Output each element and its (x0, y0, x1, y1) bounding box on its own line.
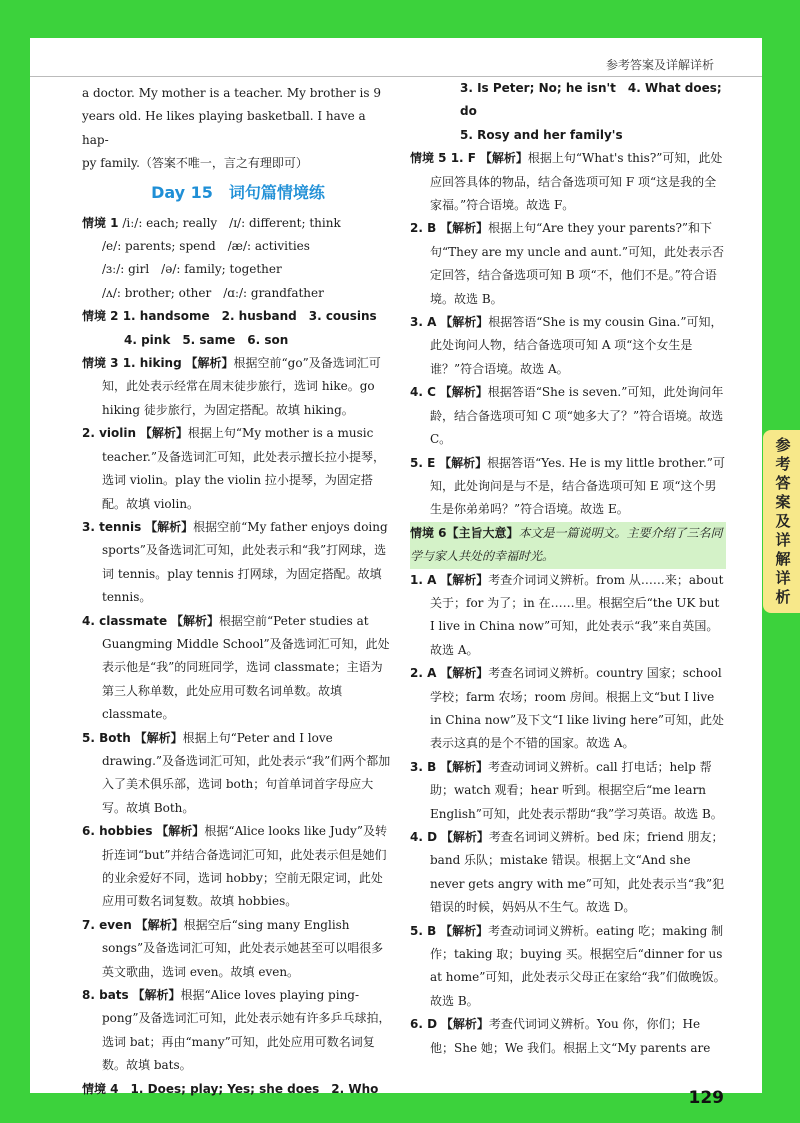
phonetic-line: /e/: parents; spend /æ/: activities (102, 239, 310, 254)
answer-item (410, 920, 726, 1014)
item-answer: F (463, 151, 476, 166)
scenario-3 (82, 352, 394, 1078)
analysis-tag: 【解析】 (479, 151, 528, 166)
analysis-text: 考查名词词义辨析。bed 床；friend 朋友；band 乐队；mistake 错误。根据上文“And she never gets angry with me”可知，此处表示当“我”犯错误的时候，妈妈从不生气。故选 D。 (430, 830, 725, 915)
answer-item (410, 826, 726, 920)
intro-paragraph (82, 82, 394, 176)
scenario-6 (410, 569, 726, 1061)
item-answer: D (422, 830, 438, 844)
intro-line: a doctor. My mother is a teacher. My brother is 9 (82, 86, 382, 100)
answer-line: 5. Rosy and her family's (460, 127, 623, 142)
item-number: 5. (410, 455, 423, 470)
item-answer: C (422, 385, 436, 400)
answer-line: 4. pink 5. same 6. son (124, 332, 289, 347)
analysis-text: 根据上句“What's this?”可知，此处应回答具体的物品，结合备选项可知 F 项“这是我的全家福。”符合语境。故选 F。 (430, 151, 723, 213)
item-number: 5. (82, 730, 95, 745)
scenario-5 (410, 147, 726, 522)
side-tab-char: 解 (775, 550, 791, 568)
intro-line: py family.（答案不唯一，言之有理即可） (82, 156, 308, 171)
intro-line: years old. He likes playing basketball. I have a hap- (82, 109, 366, 147)
section-side-tab (763, 430, 800, 613)
answer-item (82, 516, 394, 610)
side-tab-char: 案 (775, 493, 791, 511)
answer-item (410, 569, 726, 663)
analysis-text: 根据答语“She is seven.”可知，此处询问年龄，结合备选项可知 C 项“她多大了？”符合语境。故选 C。 (430, 385, 724, 447)
item-number: 6. (410, 1017, 423, 1032)
analysis-tag: 【解析】 (440, 830, 489, 844)
item-answer: hiking (135, 356, 182, 371)
item-answer: bats (94, 988, 129, 1003)
analysis-tag: 【解析】 (156, 824, 205, 839)
answer-line: 1. handsome 2. husband 3. cousins (118, 309, 377, 324)
phonetic-line: /iː/: each; really /ɪ/: different; think (118, 215, 341, 230)
answer-item (82, 727, 394, 821)
answer-item (82, 610, 394, 727)
main-idea-text: 本文是一篇说明文。主要介绍了三名同学与家人共处的幸福时光。 (410, 525, 723, 564)
analysis-text: 考查名词词义辨析。country 国家；school 学校；farm 农场；room 房间。根据上文“but I live in China now”及下文“I like living here”可知，此处表示这真的是个不错的国家。故选 A。 (430, 666, 725, 751)
analysis-text: 根据答语“She is my cousin Gina.”可知，此处询问人物，结合备选项可知 A 项“这个女生是谁？”符合语境。故选 A。 (430, 315, 723, 376)
analysis-text: 考查代词词义辨析。You 你，你们；He 他；She 她；We 我们。根据上文“My parents are (430, 1017, 711, 1055)
analysis-tag: 【解析】 (440, 572, 489, 587)
item-answer: B (422, 923, 437, 938)
item-number: 3. (410, 759, 423, 774)
answer-line: 1. Does; play; Yes; she does 2. Who (118, 1081, 379, 1096)
item-number: 3. (410, 315, 423, 330)
page-header-title: 参考答案及详解详析 (605, 58, 714, 72)
item-answer: tennis (94, 519, 142, 534)
item-answer: classmate (94, 613, 168, 628)
side-tab-char: 参 (775, 436, 791, 454)
analysis-tag: 【解析】 (440, 923, 489, 938)
item-number: 4. (410, 830, 423, 844)
analysis-text: 根据“Alice loves playing ping-pong”及备选词汇可知，此处表示她有许多乒乓球拍，选词 bat；再由“many”可知，此处应用可数名词复数。故填 bats。 (102, 988, 391, 1073)
analysis-tag: 【解析】 (185, 356, 234, 371)
analysis-text: 根据空后“sing many English songs”及备选词汇可知，此处表示她甚至可以唱很多英文歌曲，选词 even。故填 even。 (102, 917, 384, 979)
answer-item (82, 914, 394, 984)
scenario-label: 情境 5 (410, 151, 447, 166)
analysis-tag: 【解析】 (134, 730, 183, 745)
answer-item (410, 147, 726, 217)
item-number: 1. (446, 151, 464, 166)
analysis-tag: 【解析】 (440, 315, 489, 330)
item-number: 1. (410, 572, 423, 587)
item-number: 5. (410, 923, 423, 938)
analysis-text: 根据答语“Yes. He is my little brother.”可知，此处询问是与不是，结合备选项可知 E 项“这个男生是你弟弟吗？”符合语境。故选 E。 (430, 455, 725, 517)
side-tab-char: 考 (775, 455, 791, 473)
item-answer: D (422, 1017, 438, 1032)
scenario-4-start (82, 1078, 394, 1101)
side-tab-char: 答 (775, 474, 791, 492)
side-tab-char: 析 (775, 588, 791, 606)
right-column (410, 77, 726, 1060)
main-idea-tag: 【主旨大意】 (446, 525, 519, 540)
phonetic-line: /ʌ/: brother; other /ɑː/: grandfather (102, 285, 324, 300)
analysis-text: 考查动词词义辨析。eating 吃；making 制作；taking 取；buying 买。根据空后“dinner for us at home”可知，此处表示父母正在家给“我”们做晚饭。故选 B。 (430, 923, 726, 1008)
analysis-text: 根据空前“go”及备选词汇可知，此处表示经常在周末徒步旅行，选词 hike。go hiking 徒步旅行，为固定搭配。故填 hiking。 (102, 356, 381, 417)
analysis-tag: 【解析】 (171, 613, 220, 628)
analysis-text: 根据空前“Peter studies at Guangming Middle School”及备选词汇可知，此处表示他是“我”的同班同学，选词 classmate；主语为第三人称单数，此处应用可数名词单数。故填 classmate。 (102, 613, 390, 722)
answer-item (410, 756, 726, 826)
analysis-tag: 【解析】 (145, 519, 194, 534)
scenario-label: 情境 3 (82, 356, 119, 371)
answer-item (410, 381, 726, 451)
item-number: 1. (118, 356, 136, 371)
analysis-text: 根据上句“My mother is a music teacher.”及备选词汇可知，此处表示擅长拉小提琴，选词 violin。play the violin 拉小提琴，为固定搭配。故填 violin。 (102, 426, 385, 511)
left-column (82, 82, 394, 1101)
item-answer: A (422, 572, 437, 587)
answer-line: 3. Is Peter; No; he isn't 4. What does; do (460, 81, 722, 119)
scenario-6-summary (410, 522, 726, 569)
answer-item (410, 1013, 726, 1060)
item-number: 3. (82, 519, 95, 534)
item-number: 2. (82, 426, 95, 441)
item-number: 4. (410, 385, 423, 400)
analysis-tag: 【解析】 (440, 221, 489, 236)
answer-item (410, 217, 726, 311)
side-tab-char: 详 (775, 531, 791, 549)
analysis-tag: 【解析】 (440, 759, 489, 774)
page-number: 129 (688, 1088, 724, 1108)
analysis-text: 考查介词词义辨析。from 从……来；about 关于；for 为了；in 在……里。根据空后“the UK but I live in China now”可知，此处表示“我”来自英国。故选 A。 (430, 572, 724, 657)
analysis-tag: 【解析】 (132, 988, 181, 1003)
answer-item (410, 452, 726, 522)
side-tab-char: 及 (775, 512, 791, 530)
scenario-1 (82, 212, 394, 306)
item-answer: A (422, 315, 437, 330)
scenario-label: 情境 6 (410, 525, 447, 540)
answer-item (410, 311, 726, 381)
phonetic-line: /ɜː/: girl /ə/: family; together (102, 262, 282, 277)
answer-item (82, 820, 394, 914)
answer-item (410, 662, 726, 756)
scenario-2 (82, 305, 394, 352)
analysis-text: 根据“Alice looks like Judy”及转折连词“but”并结合备选词汇可知，此处表示但是她们的业余爱好不同，选词 hobby；空前无限定词，此处应用可数名词复数。故填 hobbies。 (102, 824, 387, 909)
analysis-text: 根据空前“My father enjoys doing sports”及备选词汇可知，此处表示和“我”打网球，选词 tennis。play tennis 打网球，为固定搭配。故填 tennis。 (102, 519, 388, 605)
scenario-label: 情境 4 (82, 1081, 119, 1096)
analysis-tag: 【解析】 (440, 1017, 489, 1032)
item-number: 8. (82, 988, 95, 1003)
day-title: Day 15 词句篇情境练 (151, 182, 325, 202)
item-answer: hobbies (94, 824, 153, 839)
analysis-text: 根据上句“Peter and I love drawing.”及备选词汇可知，此处表示“我”们两个都加入了美术俱乐部，选词 both；句首单词首字母应大写。故填 Both。 (102, 730, 391, 815)
item-answer: violin (94, 426, 137, 441)
answer-item (82, 984, 394, 1078)
analysis-tag: 【解析】 (440, 666, 489, 681)
item-answer: B (422, 759, 437, 774)
analysis-tag: 【解析】 (139, 426, 188, 441)
analysis-tag: 【解析】 (439, 385, 488, 400)
analysis-text: 考查动词词义辨析。call 打电话；help 帮助；watch 观看；hear 听到。根据空后“me learn English”可知，此处表示帮助“我”学习英语。故选 B。 (430, 759, 723, 821)
analysis-tag: 【解析】 (439, 455, 488, 470)
item-answer: B (422, 221, 437, 236)
item-answer: E (422, 455, 436, 470)
item-answer: A (422, 666, 437, 681)
analysis-text: 根据上句“Are they your parents?”和下句“They are my uncle and aunt.”可知，此处表示否定回答，结合备选项可知 B 项“不，他们不是。”符合语境。故选 B。 (430, 221, 725, 306)
item-number: 4. (82, 613, 95, 628)
scenario-label: 情境 2 (82, 309, 119, 324)
item-answer: even (94, 917, 132, 932)
answer-item (82, 422, 394, 516)
side-tab-char: 详 (775, 569, 791, 587)
item-answer: Both (94, 730, 131, 745)
analysis-tag: 【解析】 (135, 917, 184, 932)
item-number: 2. (410, 666, 423, 681)
item-number: 2. (410, 221, 423, 236)
item-number: 7. (82, 917, 95, 932)
answer-item (82, 352, 394, 422)
item-number: 6. (82, 824, 95, 839)
scenario-label: 情境 1 (82, 215, 119, 230)
